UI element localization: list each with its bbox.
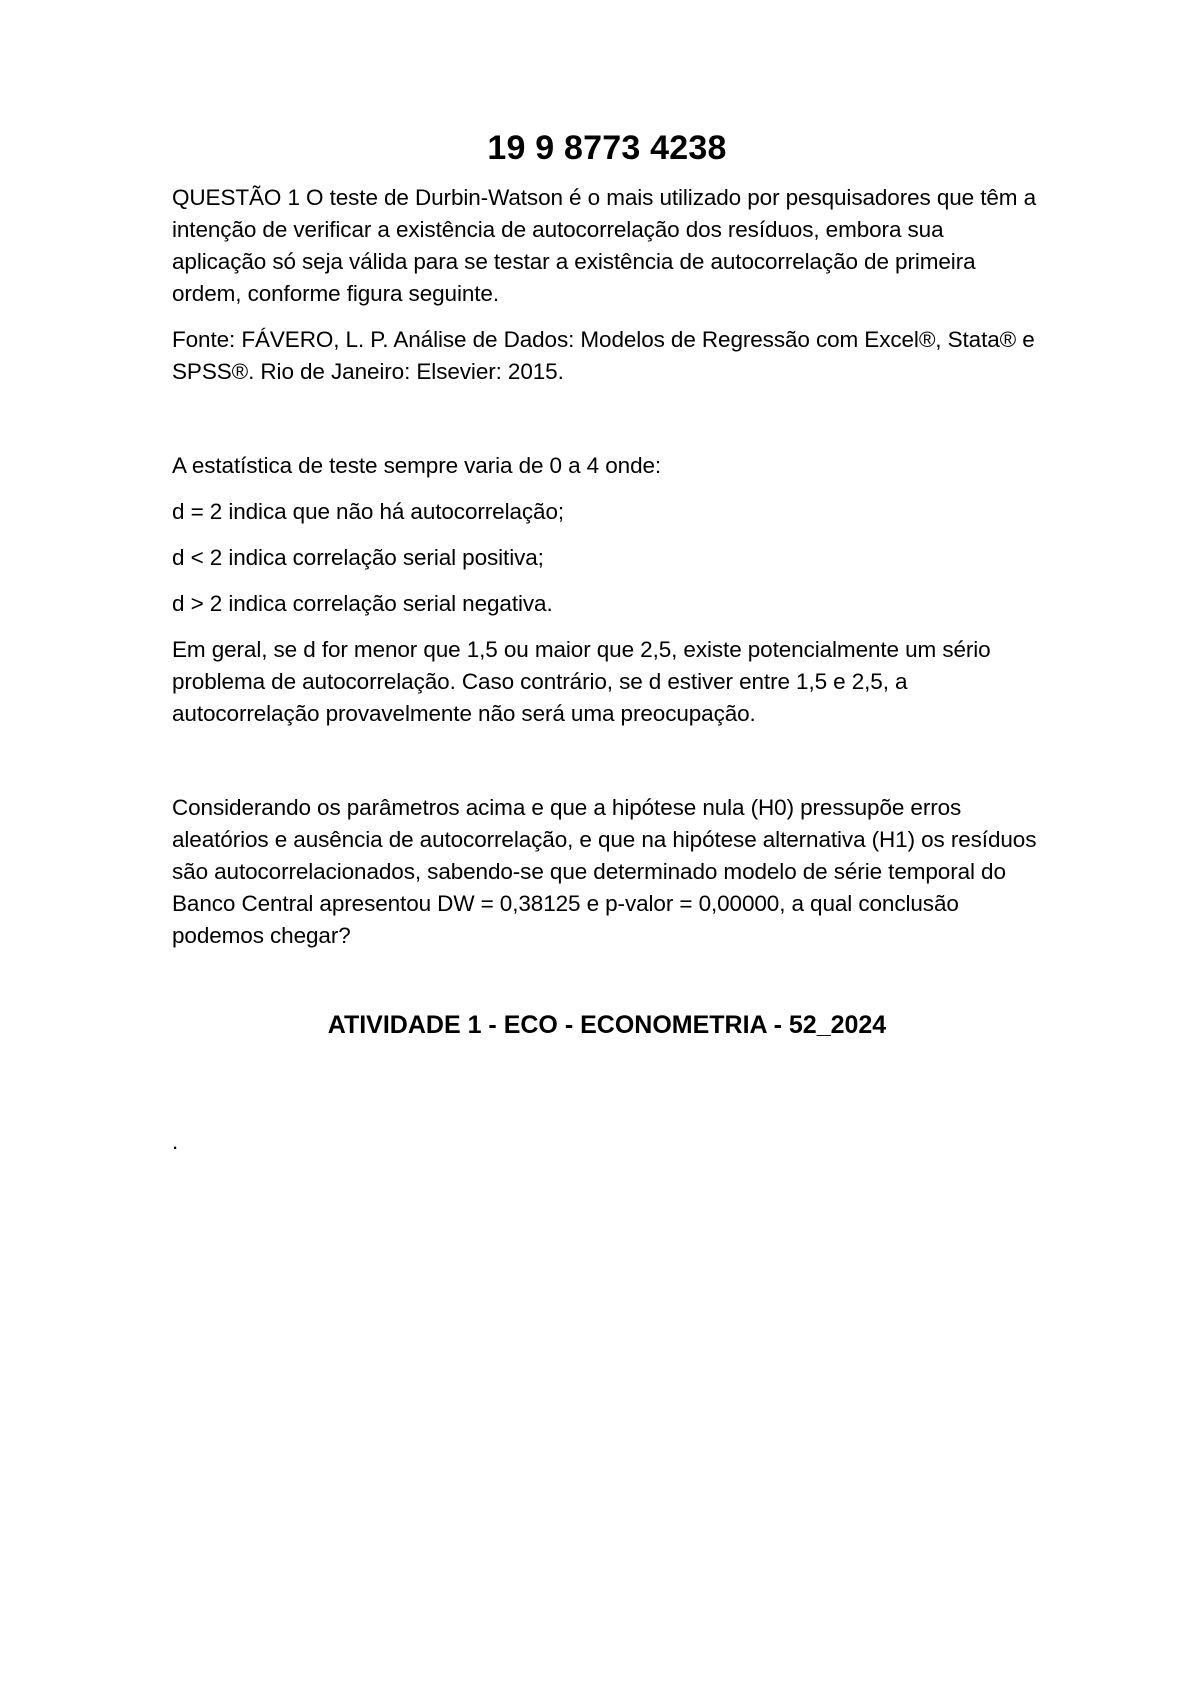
rule-positive-correlation: d < 2 indica correlação serial positiva; [172, 545, 544, 570]
statistic-intro: A estatística de teste sempre varia de 0 a 4 onde: [172, 453, 662, 478]
document-content [172, 128, 1042, 1158]
rule-no-autocorrelation: d = 2 indica que não há autocorrelação; [172, 499, 565, 524]
considering-paragraph: Considerando os parâmetros acima e que a hipótese nula (H0) pressupõe erros aleatórios e ausência de autocorrelação, e que na hipótese alternativa (H1) os resíduos são autocorrelacionados, sabendo-se que determinado modelo de série temporal do Banco Central apresentou DW = 0,38125 e p-valor = 0,00000, a qual conclusão podemos chegar? [172, 795, 1037, 948]
spacer [172, 402, 1042, 450]
spacer [172, 744, 1042, 792]
phone-number-heading: 19 9 8773 4238 [487, 129, 727, 167]
activity-title: ATIVIDADE 1 - ECO - ECONOMETRIA - 52_2024 [327, 1011, 887, 1039]
trailing-dot: . [172, 1129, 179, 1154]
question-paragraph: QUESTÃO 1 O teste de Durbin-Watson é o mais utilizado por pesquisadores que têm a intenção de verificar a existência de autocorrelação dos resíduos, embora sua aplicação só seja válida para se testar a existência de autocorrelação de primeira ordem, conforme figura seguinte. [172, 185, 1036, 306]
general-paragraph: Em geral, se d for menor que 1,5 ou maior que 2,5, existe potencialmente um sério problema de autocorrelação. Caso contrário, se d estiver entre 1,5 e 2,5, a autocorrelação provavelmente não será uma preocupação. [172, 637, 991, 726]
rule-negative-correlation: d > 2 indica correlação serial negativa. [172, 591, 553, 616]
source-citation: Fonte: FÁVERO, L. P. Análise de Dados: Modelos de Regressão com Excel®, Stata® e SPSS®. Rio de Janeiro: Elsevier: 2015. [172, 327, 1035, 384]
